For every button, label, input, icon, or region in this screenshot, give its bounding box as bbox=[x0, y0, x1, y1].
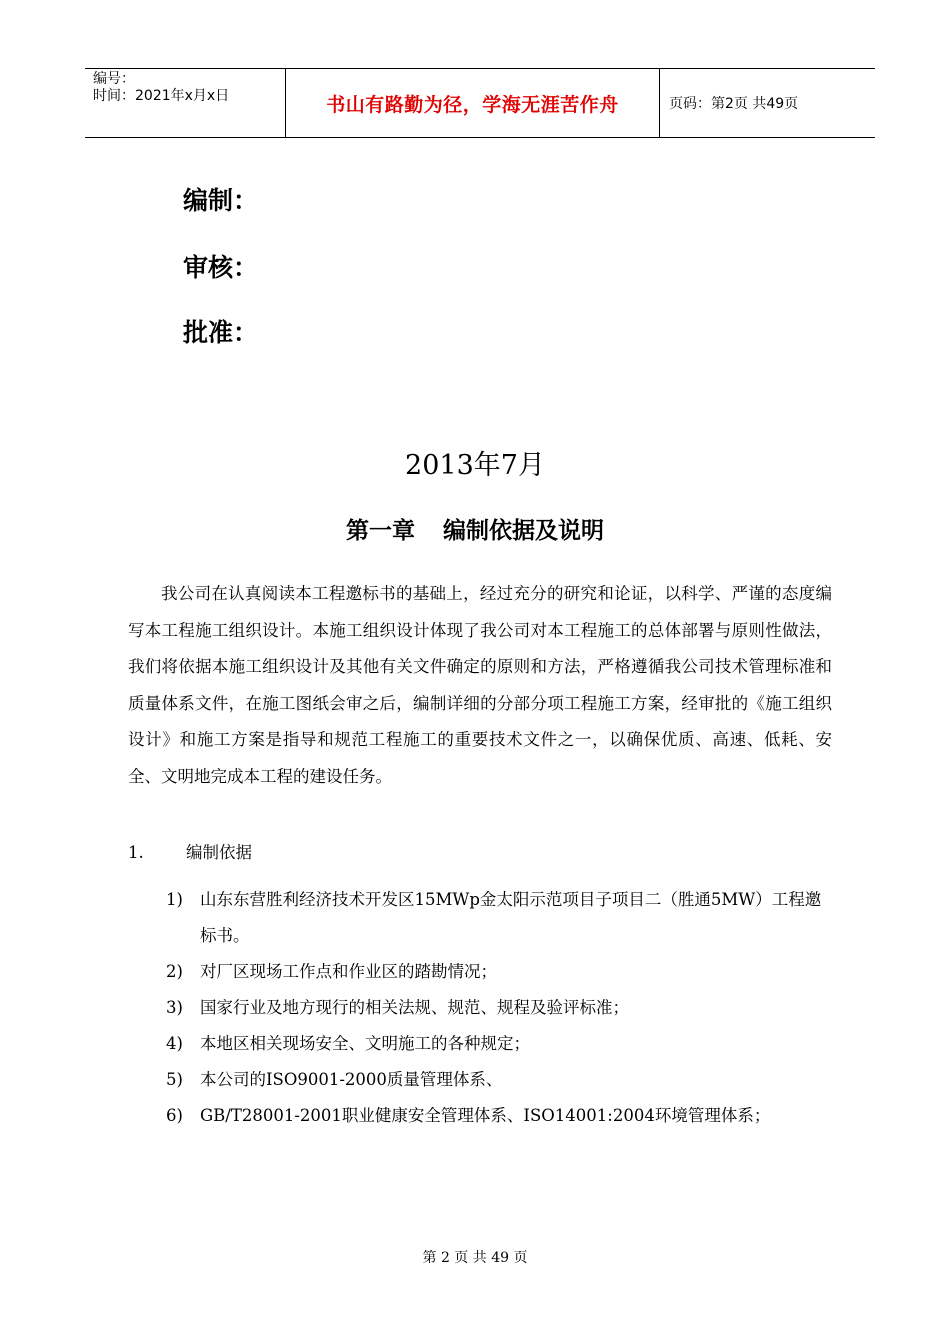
list-item-number: 4) bbox=[166, 1034, 183, 1053]
list-item-number: 5) bbox=[166, 1070, 183, 1089]
list-item-number: 6) bbox=[166, 1106, 183, 1125]
header-motto-cell bbox=[285, 69, 660, 137]
header-motto: 书山有路勤为径，学海无涯苦作舟 bbox=[326, 93, 619, 116]
list-item bbox=[166, 882, 832, 954]
header-meta bbox=[85, 69, 285, 139]
list-item-text: 本公司的ISO9001-2000质量管理体系、 bbox=[200, 1070, 503, 1089]
list-item bbox=[166, 1062, 832, 1098]
list-item-text: 山东东营胜利经济技术开发区15MWp金太阳示范项目子项目二（胜通5MW）工程邀标书。 bbox=[200, 890, 822, 945]
list-item-text: 本地区相关现场安全、文明施工的各种规定； bbox=[200, 1034, 530, 1053]
signoff-reviewed: 审核： bbox=[183, 253, 259, 282]
document-number-label: 编号： bbox=[93, 71, 135, 87]
list-item bbox=[166, 990, 832, 1026]
list-item-number: 2) bbox=[166, 962, 183, 981]
chapter-heading bbox=[0, 512, 950, 545]
section-title: 编制依据 bbox=[186, 843, 252, 862]
document-date: 2013年7月 bbox=[405, 450, 545, 481]
list-item-number: 1) bbox=[166, 890, 183, 909]
list-item bbox=[166, 1098, 832, 1134]
document-time-label: 时间：2021年x月x日 bbox=[93, 88, 230, 104]
list-item bbox=[166, 1026, 832, 1062]
section-number: 1. bbox=[128, 843, 144, 862]
page-header bbox=[85, 68, 875, 138]
page-footer: 第 2 页 共 49 页 bbox=[422, 1250, 528, 1266]
chapter-title: 编制依据及说明 bbox=[443, 518, 604, 544]
list-item-text: 国家行业及地方现行的相关法规、规范、规程及验评标准； bbox=[200, 998, 629, 1017]
basis-list bbox=[166, 882, 832, 1134]
chapter-number: 第一章 bbox=[346, 518, 415, 544]
list-item-text: GB/T28001-2001职业健康安全管理体系、ISO14001:2004环境管理体系； bbox=[200, 1106, 771, 1125]
list-item-number: 3) bbox=[166, 998, 183, 1017]
list-item-text: 对厂区现场工作点和作业区的踏勘情况； bbox=[200, 962, 497, 981]
header-page-info: 页码：第2页 共49页 bbox=[669, 96, 799, 112]
intro-paragraph: 我公司在认真阅读本工程邀标书的基础上，经过充分的研究和论证，以科学、严谨的态度编写本工程施工组织设计。本施工组织设计体现了我公司对本工程施工的总体部署与原则性做法，我们将依据本施工组织设计及其他有关文件确定的原则和方法，严格遵循我公司技术管理标准和质量体系文件，在施工图纸会审之后，编制详细的分部分项工程施工方案，经审批的《施工组织设计》和施工方案是指导和规范工程施工的重要技术文件之一，以确保优质、高速、低耗、安全、文明地完成本工程的建设任务。 bbox=[128, 584, 832, 786]
signoff-approved: 批准： bbox=[183, 318, 259, 347]
list-item bbox=[166, 954, 832, 990]
signoff-compiled: 编制： bbox=[183, 186, 259, 215]
section-heading bbox=[128, 839, 252, 863]
